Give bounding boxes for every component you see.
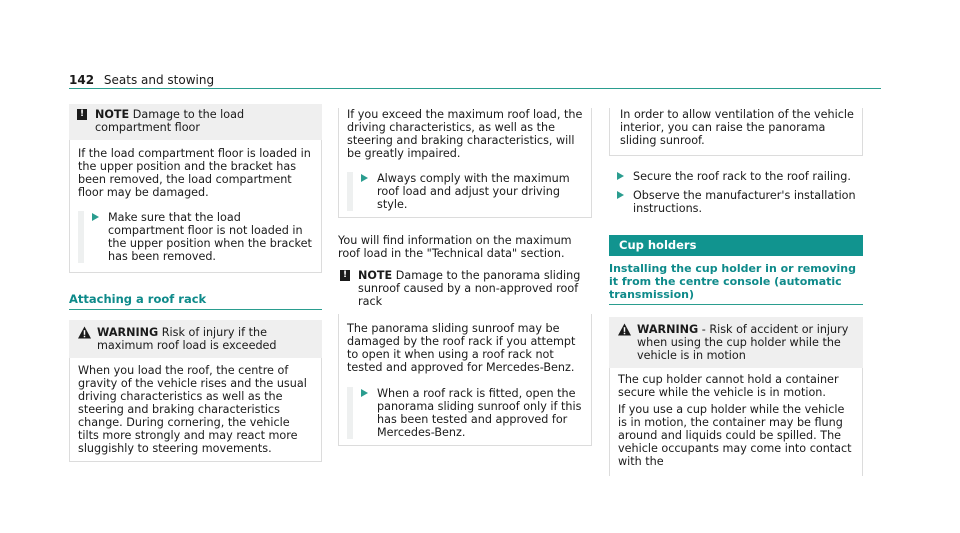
warning-header	[69, 320, 322, 358]
step-arrow-icon	[92, 213, 99, 221]
page-header	[69, 73, 214, 87]
section-name: Seats and stowing	[103, 73, 215, 87]
note-step	[78, 211, 313, 263]
step-text: Secure the roof rack to the roof railing.	[633, 170, 851, 183]
note-box-sunroof	[338, 269, 592, 446]
section-rule	[69, 309, 322, 310]
warning-title: - Risk of accident or injury when using the cup holder while the vehicle is in motion	[637, 323, 849, 362]
note-title: Damage to the panorama sliding sunroof caused by a non-approved roof rack	[358, 269, 581, 308]
note-keyword: NOTE	[95, 108, 130, 121]
step-text: When a roof rack is fitted, open the panorama sliding sunroof only if this has been tested and approved for Mercedes-Benz.	[377, 387, 582, 439]
warning-title: Risk of injury if the maximum roof load is exceeded	[97, 326, 277, 352]
warning-body	[69, 358, 322, 462]
subsection-rule	[609, 304, 863, 305]
warning-triangle-icon	[78, 326, 91, 339]
note-body	[338, 314, 592, 446]
note-icon: !	[77, 109, 87, 120]
column-1	[69, 104, 322, 462]
warning-box-cup-holder	[609, 317, 863, 476]
subsection-title: Installing the cup holder in or removing it from the centre console (automatic transmission)	[609, 262, 856, 301]
section-title: Attaching a roof rack	[69, 292, 207, 306]
note-icon: !	[340, 270, 350, 281]
step-text: Observe the manufacturer's installation instructions.	[633, 189, 856, 215]
info-text: You will find information on the maximum roof load in the "Technical data" section.	[338, 234, 572, 260]
note-title: Damage to the load compartment floor	[95, 108, 245, 134]
warning-header	[609, 317, 863, 368]
warning-triangle-icon	[618, 323, 631, 336]
step-secure-rack	[609, 170, 863, 183]
step-arrow-icon	[617, 191, 624, 199]
note-header	[338, 269, 592, 308]
step-arrow-icon	[361, 389, 368, 397]
warning-text: When you load the roof, the centre of gravity of the vehicle rises and the usual driving characteristics as well as the steering and braking characteristics change. During cornering, the vehicle tilts more strongly and may react more sluggishly to steering movements.	[78, 364, 307, 455]
warning-continuation	[338, 108, 592, 218]
warning-box-roof-load	[69, 320, 322, 462]
note-box-load-floor	[69, 104, 322, 273]
warning-keyword: WARNING	[97, 326, 159, 339]
note-body	[69, 140, 322, 273]
warning-keyword: WARNING	[637, 323, 699, 336]
note-continuation	[609, 108, 863, 156]
roof-load-step	[347, 172, 583, 211]
step-arrow-icon	[617, 172, 624, 180]
section-bar-title: Cup holders	[609, 235, 863, 256]
header-rule	[69, 88, 881, 89]
step-text: Always comply with the maximum roof load and adjust your driving style.	[377, 172, 570, 211]
warning-text-2: If you use a cup holder while the vehicle is in motion, the container may be flung around and liquids could be spilled. The vehicle occupants may come into contact with the	[618, 403, 852, 468]
step-observe-instructions	[609, 189, 863, 215]
step-arrow-icon	[361, 174, 368, 182]
note-keyword: NOTE	[358, 269, 393, 282]
note-step	[347, 387, 583, 439]
note-text: If the load compartment floor is loaded in the upper position and the bracket has been removed, the load compartment floor may be damaged.	[78, 147, 311, 199]
column-3	[609, 108, 863, 476]
ventilation-text: In order to allow ventilation of the vehicle interior, you can raise the panorama sliding sunroof.	[620, 108, 854, 147]
warning-text-1: The cup holder cannot hold a container secure while the vehicle is in motion.	[618, 373, 839, 399]
page-number: 142	[69, 73, 95, 87]
note-header	[69, 104, 322, 140]
warning-body	[609, 368, 863, 476]
step-text: Make sure that the load compartment floor is not loaded in the upper position when the bracket has been removed.	[108, 211, 312, 263]
note-text: The panorama sliding sunroof may be damaged by the roof rack if you attempt to open it when using a roof rack not tested and approved for Mercedes-Benz.	[347, 322, 576, 374]
roof-load-text: If you exceed the maximum roof load, the driving characteristics, as well as the steering and braking characteristics, will be greatly impaired.	[347, 108, 583, 160]
column-2	[338, 108, 592, 446]
